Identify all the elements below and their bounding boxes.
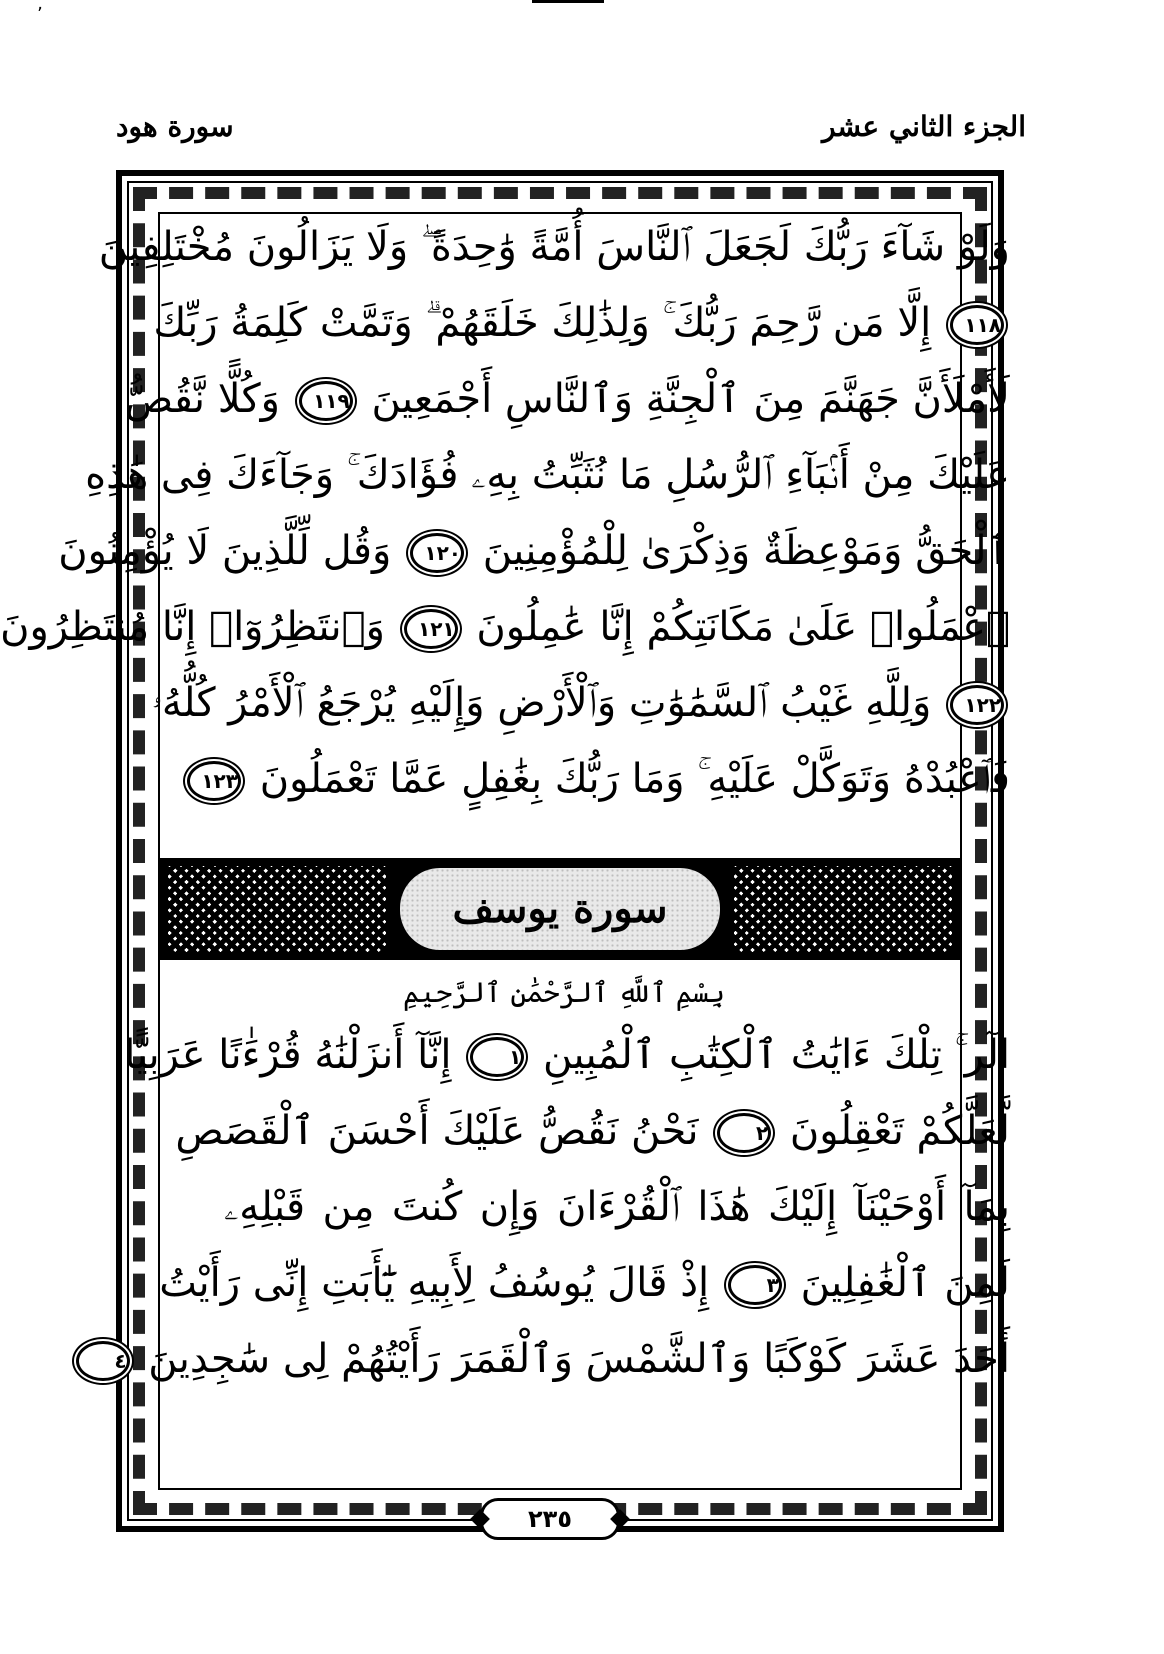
verse-text-tail: وَقُل لِّلَّذِينَ لَا يُؤْمِنُونَ <box>58 528 392 574</box>
verse-line-2 <box>153 292 1010 354</box>
verse-line-4 <box>85 444 1010 506</box>
verse-text: عَلَيْكَ مِنْ أَنۢبَآءِ ٱلرُّسُلِ مَا نُثَبِّتُ بِهِۦ فُؤَادَكَ ۚ وَجَآءَكَ فِى هَٰذِهِ <box>85 452 1010 498</box>
verse-text-tail: وَكُلًّا نَّقُصُّ <box>124 376 280 422</box>
ornament-panel-left <box>168 866 386 952</box>
verse-text: أَحَدَ عَشَرَ كَوْكَبًا وَٱلشَّمْسَ وَٱلْقَمَرَ رَأَيْتُهُمْ لِى سَٰجِدِينَ <box>148 1336 1010 1382</box>
surah-name-title: سورة يوسف <box>452 885 668 932</box>
ayah-marker-118: ١١٨ <box>950 305 1004 345</box>
verse-line-1 <box>98 216 1010 278</box>
ayah-marker-3: ٣ <box>728 1265 782 1305</box>
surah-running-title: سورة هود <box>116 110 234 143</box>
basmala: بِسْمِ ٱللَّهِ ٱلرَّحْمَٰنِ ٱلرَّحِيمِ <box>402 976 725 1009</box>
top-rule <box>532 0 604 3</box>
ayah-marker-120: ١٢٠ <box>410 533 464 573</box>
yusuf-line-4 <box>159 1252 1010 1314</box>
verse-line-7 <box>151 672 1010 734</box>
verse-text: فَٱعْبُدْهُ وَتَوَكَّلْ عَلَيْهِ ۚ وَمَا رَبُّكَ بِغَٰفِلٍ عَمَّا تَعْمَلُونَ <box>259 756 1010 802</box>
verse-line-8 <box>201 748 1010 810</box>
verse-text: الٓر ۚ تِلْكَ ءَايَٰتُ ٱلْكِتَٰبِ ٱلْمُبِينِ <box>542 1032 1010 1078</box>
yusuf-line-1 <box>124 1024 1010 1086</box>
verse-text-tail: وَٱنتَظِرُوٓا۟ إِنَّا مُنتَظِرُونَ <box>0 604 385 650</box>
yusuf-line-3 <box>224 1176 1010 1238</box>
verse-line-5 <box>58 520 1010 582</box>
corner-tick: ʼ <box>37 4 43 25</box>
ayah-marker-1: ١ <box>470 1037 524 1077</box>
juz-title: الجزء الثاني عشر <box>821 110 1026 143</box>
surah-name-cartouche <box>400 868 720 950</box>
ayah-marker-2: ٢ <box>717 1113 771 1153</box>
verse-text: لَّعَلَّكُمْ تَعْقِلُونَ <box>789 1108 1010 1154</box>
ayah-marker-119: ١١٩ <box>299 381 353 421</box>
yusuf-line-2 <box>175 1100 1010 1162</box>
yusuf-line-5 <box>114 1328 1010 1390</box>
page-number: ٢٣٥ <box>480 1498 620 1540</box>
ayah-marker-121: ١٢١ <box>404 609 458 649</box>
ayah-marker-4: ٤ <box>76 1341 130 1381</box>
ayah-marker-122: ١٢٢ <box>950 685 1004 725</box>
verse-text: وَلِلَّهِ غَيْبُ ٱلسَّمَٰوَٰتِ وَٱلْأَرْضِ وَإِلَيْهِ يُرْجَعُ ٱلْأَمْرُ كُلُّهُۥ <box>151 680 932 726</box>
verse-text: ٱلْحَقُّ وَمَوْعِظَةٌ وَذِكْرَىٰ لِلْمُؤْمِنِينَ <box>482 528 1010 574</box>
verse-text: إِلَّا مَن رَّحِمَ رَبُّكَ ۚ وَلِذَٰلِكَ خَلَقَهُمْ ۗ وَتَمَّتْ كَلِمَةُ رَبِّكَ <box>153 300 932 346</box>
verse-text-tail: إِنَّآ أَنزَلْنَٰهُ قُرْءَٰنًا عَرَبِيًّا <box>124 1032 452 1078</box>
ornament-panel-right <box>734 866 952 952</box>
verse-line-6 <box>0 596 1010 658</box>
surah-header-banner <box>160 858 960 960</box>
verse-line-3 <box>124 368 1010 430</box>
verse-text-tail: نَحْنُ نَقُصُّ عَلَيْكَ أَحْسَنَ ٱلْقَصَصِ <box>175 1108 699 1154</box>
verse-text: وَلَوْ شَآءَ رَبُّكَ لَجَعَلَ ٱلنَّاسَ أُمَّةً وَٰحِدَةً ۖ وَلَا يَزَالُونَ مُخْتَلِفِينَ <box>98 224 1010 270</box>
verse-text-tail: إِذْ قَالَ يُوسُفُ لِأَبِيهِ يَٰٓأَبَتِ إِنِّى رَأَيْتُ <box>159 1260 710 1306</box>
ayah-marker-123: ١٢٣ <box>187 761 241 801</box>
verse-text: لَأَمْلَأَنَّ جَهَنَّمَ مِنَ ٱلْجِنَّةِ وَٱلنَّاسِ أَجْمَعِينَ <box>371 376 1010 422</box>
verse-text: لَمِنَ ٱلْغَٰفِلِينَ <box>800 1260 1010 1306</box>
verse-text: ٱعْمَلُوا۟ عَلَىٰ مَكَانَتِكُمْ إِنَّا عَٰمِلُونَ <box>476 604 1010 650</box>
verse-text: بِمَآ أَوْحَيْنَآ إِلَيْكَ هَٰذَا ٱلْقُرْءَانَ وَإِن كُنتَ مِن قَبْلِهِۦ <box>224 1184 1010 1230</box>
